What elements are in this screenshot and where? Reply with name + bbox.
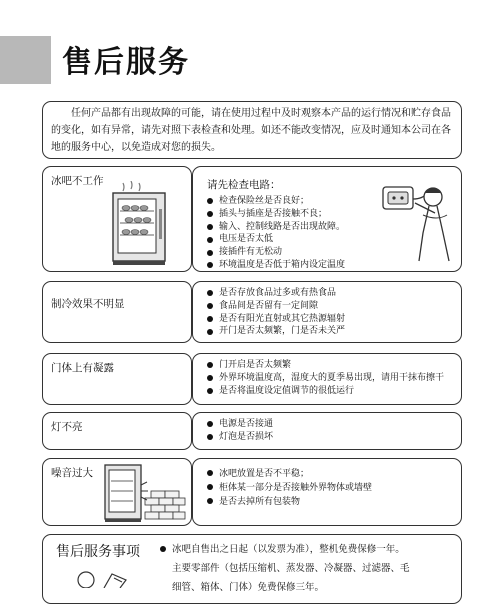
title-accent-block bbox=[0, 36, 51, 84]
check-list-not-working bbox=[205, 195, 345, 272]
person-checking-socket-illustration bbox=[379, 173, 455, 263]
check-circuit-heading: 请先检查电路： bbox=[207, 179, 281, 191]
check-item: 是否存放食品过多或有热食品 bbox=[205, 287, 345, 300]
page-title: 售后服务 bbox=[62, 45, 190, 80]
check-item: 接插件有无松动 bbox=[205, 246, 345, 259]
issue-label-not-working: 冰吧不工作 bbox=[51, 175, 104, 187]
issue-label-cooling: 制冷效果不明显 bbox=[51, 298, 125, 310]
issue-label-box-condensation bbox=[42, 353, 192, 405]
check-item: 开门是否太频繁，门是否未关严 bbox=[205, 325, 345, 338]
issue-label-light: 灯不亮 bbox=[51, 421, 83, 433]
issue-label-noise: 噪音过大 bbox=[51, 467, 93, 479]
service-title: 售后服务事项 bbox=[56, 544, 140, 560]
service-line: 细管、箱体、门体）免费保修三年。 bbox=[172, 582, 325, 593]
issue-label-box-noise bbox=[42, 458, 192, 526]
issue-detail-box-light bbox=[192, 412, 462, 450]
check-item: 输入、控制线路是否出现故障。 bbox=[205, 221, 345, 234]
check-item: 是否将温度设定值调节的很低运行 bbox=[205, 385, 444, 398]
issue-detail-box-condensation bbox=[192, 353, 462, 405]
service-line: 主要零部件（包括压缩机、蒸发器、冷凝器、过滤器、毛 bbox=[172, 563, 410, 574]
check-list-noise bbox=[205, 467, 372, 509]
issue-detail-box-noise bbox=[192, 458, 462, 526]
issue-label-box-cooling bbox=[42, 281, 192, 343]
service-line: 冰吧自售出之日起（以发票为准），整机免费保修一年。 bbox=[160, 540, 460, 559]
issue-label-condensation: 门体上有凝露 bbox=[51, 362, 114, 374]
check-item: 冰吧放置是否不平稳； bbox=[205, 467, 372, 481]
check-list-condensation bbox=[205, 359, 444, 397]
check-item: 插头与插座是否接触不良； bbox=[205, 208, 345, 221]
intro-box bbox=[42, 101, 462, 159]
check-item: 柜体某一部分是否接触外界物体或墙壁 bbox=[205, 481, 372, 495]
check-list-cooling bbox=[205, 287, 345, 338]
check-item: 检查保险丝是否良好； bbox=[205, 195, 345, 208]
check-item: 食品间是否留有一定间隙 bbox=[205, 300, 345, 313]
wine-cooler-fridge-illustration bbox=[107, 181, 177, 265]
issue-detail-box-cooling bbox=[192, 281, 462, 343]
fridge-near-brick-wall-illustration bbox=[99, 461, 189, 525]
check-item: 门开启是否太频繁 bbox=[205, 359, 444, 372]
check-item: 是否有阳光直射或其它热源辐射 bbox=[205, 313, 345, 326]
check-item: 电源是否接通 bbox=[205, 418, 273, 431]
check-item: 环境温度是否低于箱内设定温度 bbox=[205, 259, 345, 272]
service-technician-illustration bbox=[64, 566, 144, 588]
issue-label-box-not-working bbox=[42, 166, 192, 272]
issue-label-box-light bbox=[42, 412, 192, 450]
check-list-light bbox=[205, 418, 273, 444]
service-text bbox=[160, 540, 460, 597]
check-item: 电压是否太低 bbox=[205, 233, 345, 246]
check-item: 外界环境温度高，湿度大的夏季易出现，请用干抹布擦干 bbox=[205, 372, 444, 385]
check-item: 是否去掉所有包装物 bbox=[205, 495, 372, 509]
issue-detail-box-not-working bbox=[192, 166, 462, 272]
intro-text: 任何产品都有出现故障的可能，请在使用过程中及时观察本产品的运行情况和贮存食品的变化，如有异常，请先对照下表检查和处理。如还不能改变情况，应及时通知本公司在各地的服务中心，以免造成对您的损失。 bbox=[51, 108, 451, 153]
check-item: 灯泡是否损坏 bbox=[205, 431, 273, 444]
